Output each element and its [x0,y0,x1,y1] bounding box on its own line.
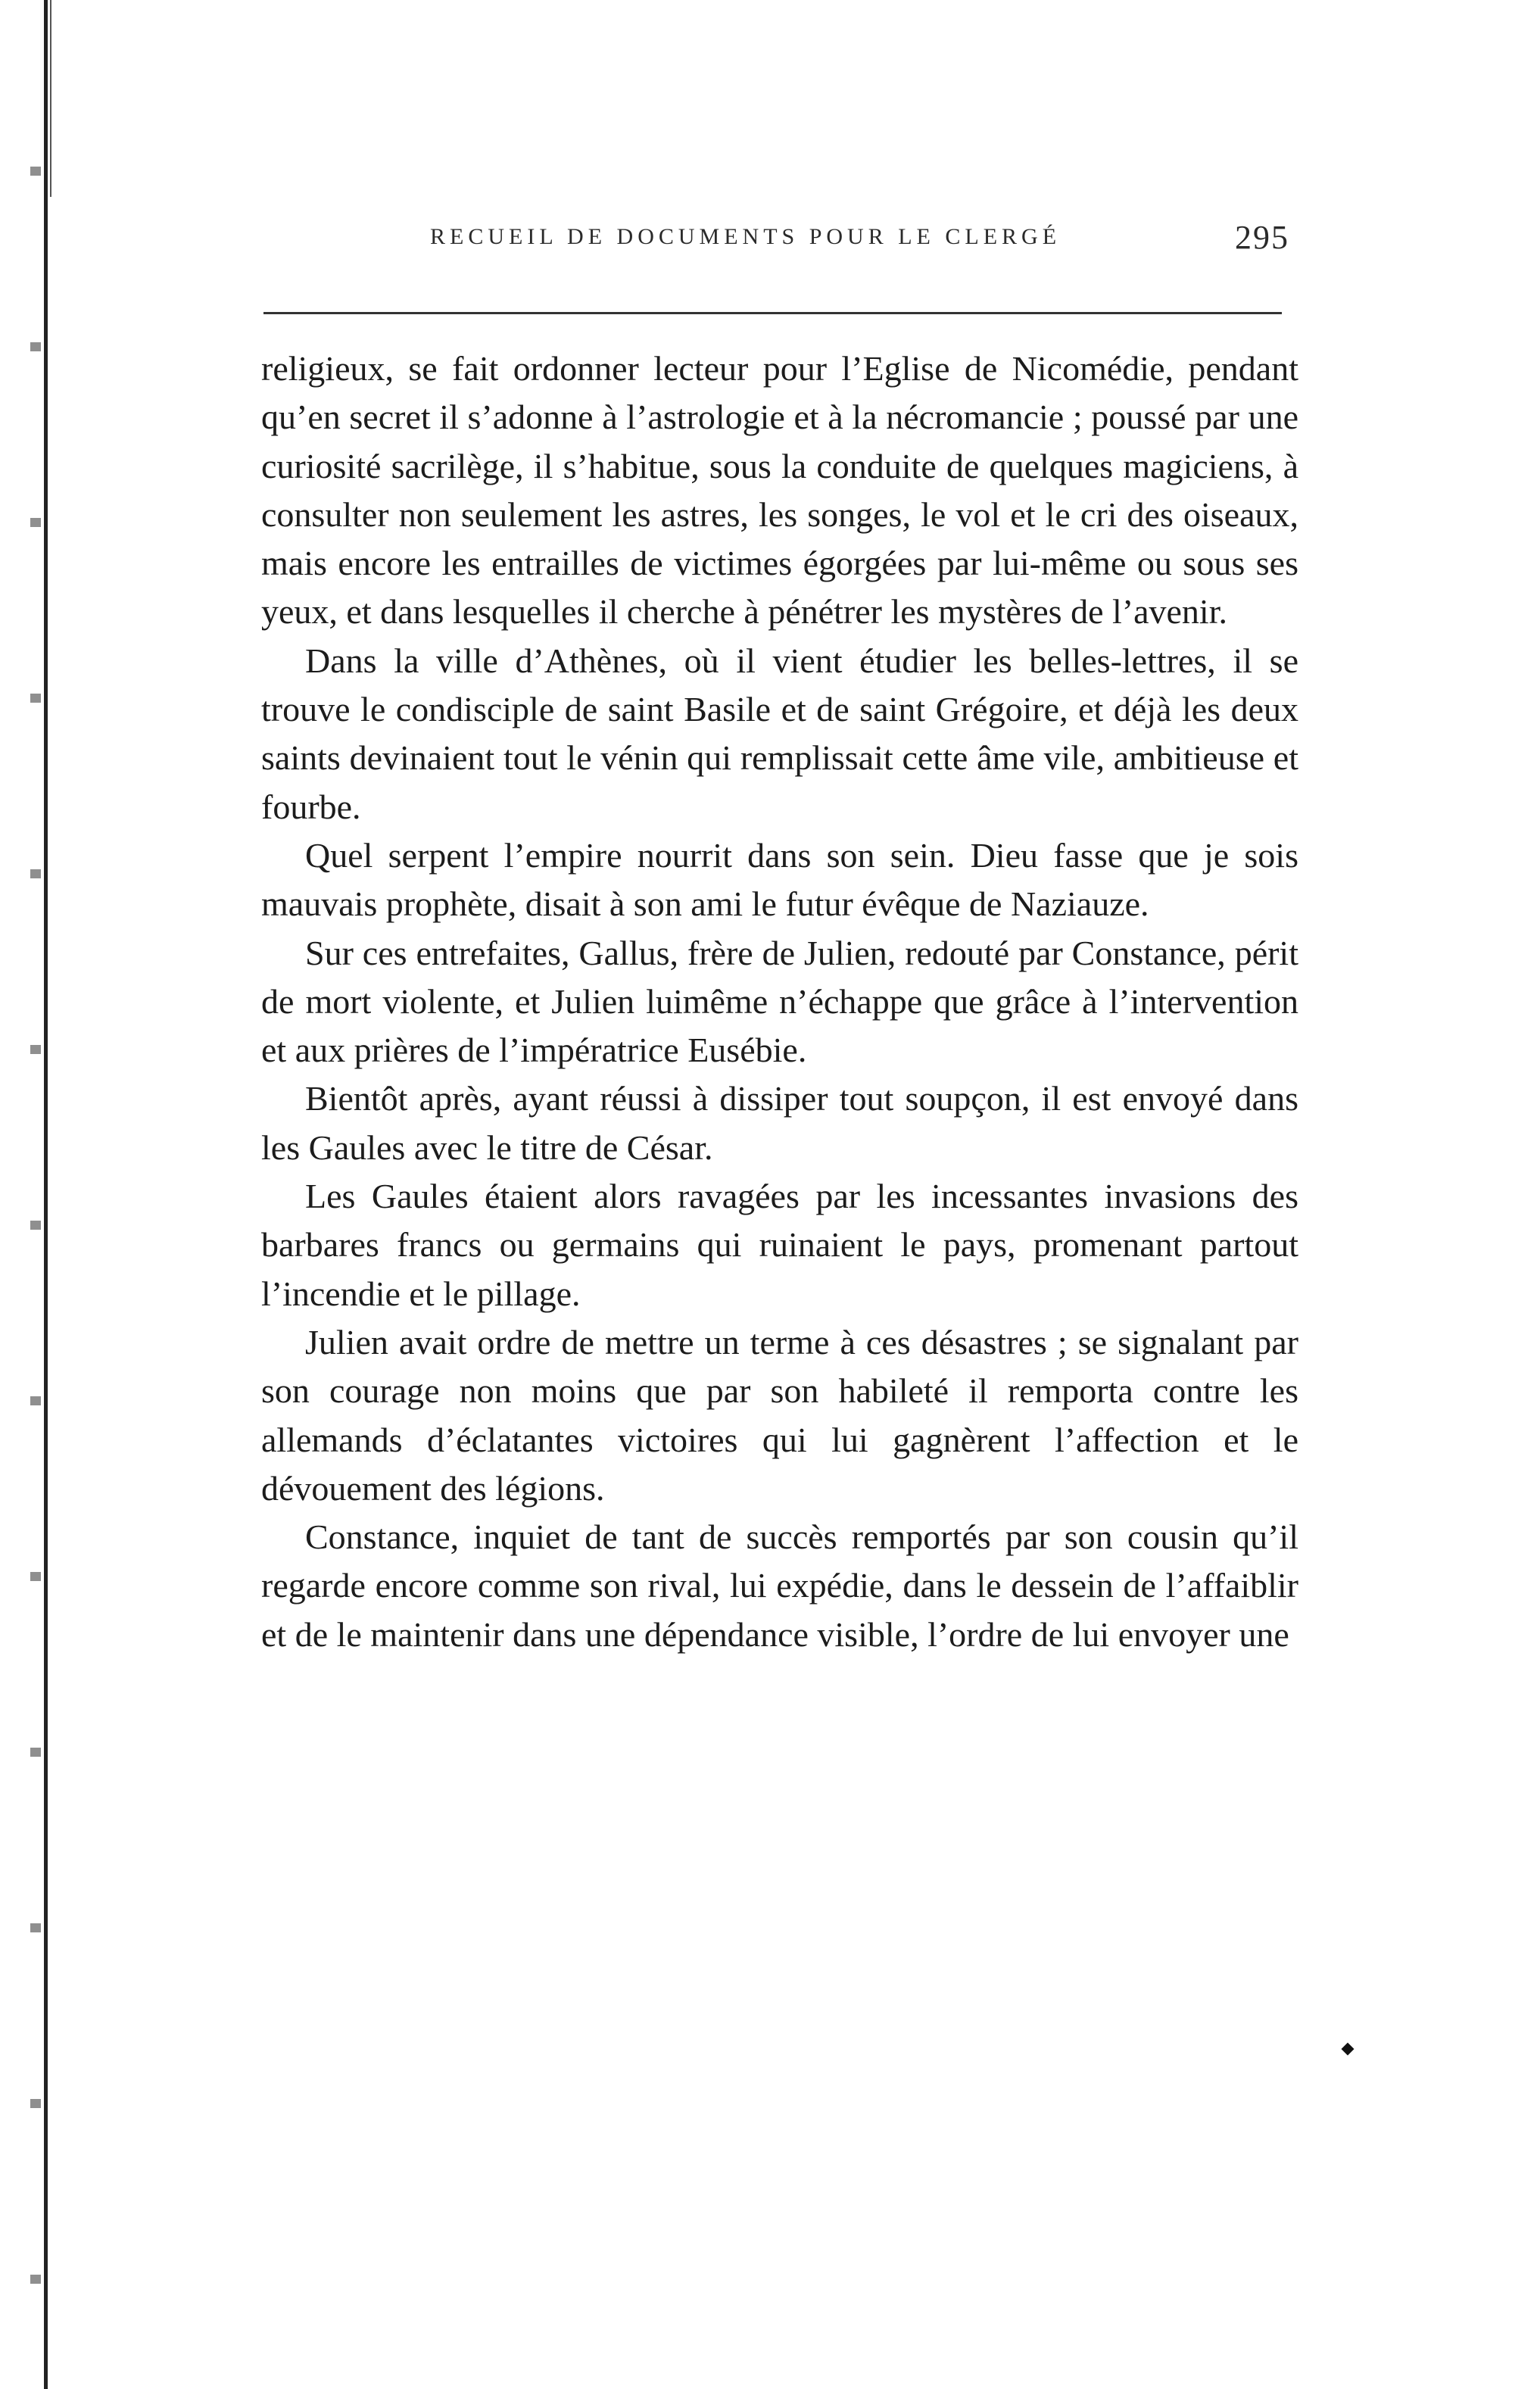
paragraph: Constance, inquiet de tant de succès remportés par son cousin qu’il regarde encore comme son rival, lui expédie, dans le dessein de l’affaiblir et de le maintenir dans une dépendance visible, l’ordre de lui envoyer une [261,1517,1298,1654]
paragraph: religieux, se fait ordonner lecteur pour l’Eglise de Nicomédie, pendant qu’en secret il s’adonne à l’astrologie et à la nécromancie ; poussé par une curiosité sacrilège, il s’habitue, sous la conduite de quelques magiciens, à consulter non seulement les astres, les songes, le vol et le cri des oiseaux, mais encore les entrailles de victimes égorgées par lui-même ou sous ses yeux, et dans lesquelles il cherche à pénétrer les mystères de l’avenir. [261,349,1298,632]
ink-speck [1342,2043,1355,2056]
binding-edge-inner [50,0,51,197]
paragraph: Julien avait ordre de mettre un terme à ces désastres ; se signalant par son courage non moins que par son habileté il remporta contre les allemands d’éclatantes victoires qui lui gagnèrent l’affection et le dévouement des légions. [261,1322,1298,1508]
paragraph: Quel serpent l’empire nourrit dans son sein. Dieu fasse que je sois mauvais prophète, disait à son ami le futur évêque de Naziauze. [261,835,1298,924]
paragraph: Sur ces entrefaites, Gallus, frère de Julien, redouté par Constance, périt de mort violente, et Julien luimême n’échappe que grâce à l’intervention et aux prières de l’impératrice Eusébie. [261,933,1298,1070]
running-head: RECUEIL DE DOCUMENTS POUR LE CLERGÉ [430,224,1061,249]
body-text [261,345,1298,1659]
binding-edge-marks [30,0,41,2389]
page-header [430,219,1289,262]
paragraph: Bientôt après, ayant réussi à dissiper tout soupçon, il est envoyé dans les Gaules avec le titre de César. [261,1079,1298,1167]
paragraph: Dans la ville d’Athènes, où il vient étudier les belles-lettres, il se trouve le condisciple de saint Basile et de saint Grégoire, et déjà les deux saints devinaient tout le vénin qui remplissait cette âme vile, ambitieuse et fourbe. [261,641,1298,826]
header-rule [263,312,1282,314]
page-number: 295 [1235,219,1289,256]
binding-edge [44,0,48,2389]
paragraph: Les Gaules étaient alors ravagées par les incessantes invasions des barbares francs ou germains qui ruinaient le pays, promenant partout l’incendie et le pillage. [261,1177,1298,1313]
